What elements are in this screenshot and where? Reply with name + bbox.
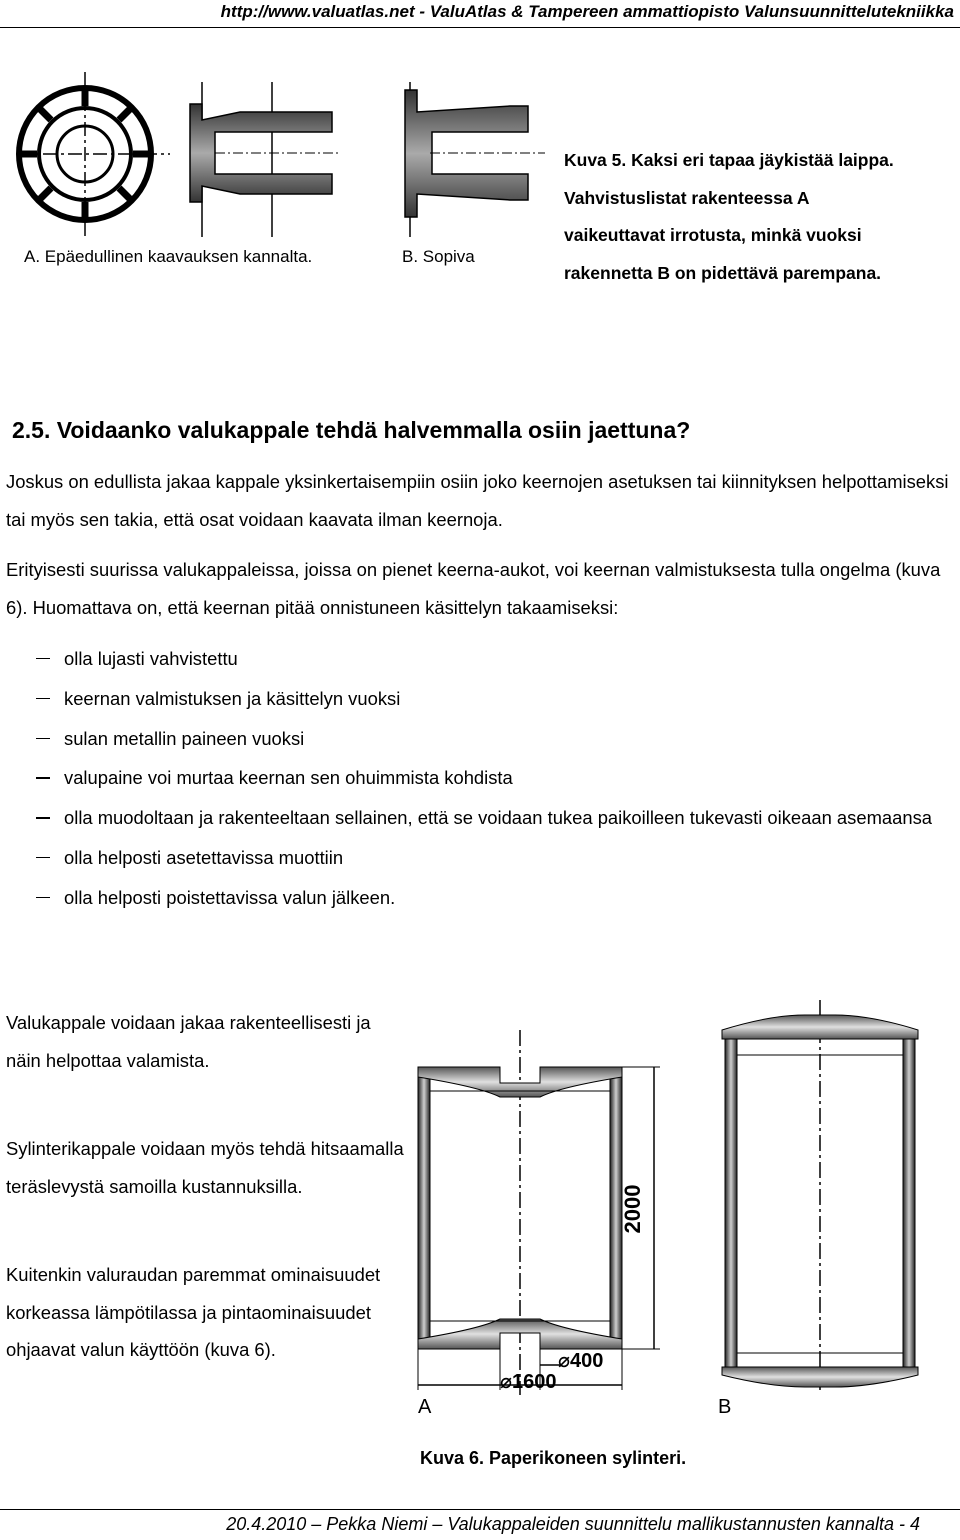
list-item: valupaine voi murtaa keernan sen ohuimmista kohdista [36, 759, 936, 797]
figure-5-label-b: B. Sopiva [402, 247, 475, 266]
figure-6-caption: Kuva 6. Paperikoneen sylinteri. [420, 1448, 687, 1468]
figure-5-flange-drawing [10, 62, 550, 282]
dash-bullet [36, 738, 50, 739]
paragraph-1: Joskus on edullista jakaa kappale yksinkertaisempiin osiin joko keernojen asetuksen tai kiinnityksen helpottamiseksi tai myös sen takia, että osat voidaan kaavata ilman keernoja. [6, 471, 949, 530]
dimension-height: 2000 [620, 1184, 645, 1234]
dash-bullet [36, 857, 50, 858]
figure-6-cylinder-drawing [410, 995, 960, 1425]
cylinder-b [718, 1000, 918, 1418]
figure-5-label-a: A. Epäedullinen kaavauksen kannalta. [24, 247, 313, 266]
flange-b-section [405, 82, 545, 237]
dash-bullet [36, 897, 50, 898]
section-heading: 2.5. Voidaanko valukappale tehdä halvemmalla osiin jaettuna? [12, 417, 691, 443]
list-item: sulan metallin paineen vuoksi [36, 720, 936, 758]
requirements-list [36, 640, 936, 919]
paragraph-2: Erityisesti suurissa valukappaleissa, joissa on pienet keerna-aukot, voi keernan valmistuksesta tulla ongelma (kuva 6). Huomattava on, että keernan pitää onnistuneen käsittelyn takaamiseksi: [6, 559, 941, 618]
list-item: olla muodoltaan ja rakenteeltaan sellainen, että se voidaan tukea paikoilleen tukevasti oikeaan asemaansa [36, 799, 936, 837]
caption-line: vaikeuttavat irrotusta, minkä vuoksi [564, 225, 862, 246]
list-item: olla lujasti vahvistettu [36, 640, 936, 678]
caption-line: Kuva 5. Kaksi eri tapaa jäykistää laippa. [564, 150, 894, 170]
list-item: olla helposti asetettavissa muottiin [36, 839, 936, 877]
page-header: http://www.valuatlas.net - ValuAtlas & Tampereen ammattiopisto Valunsuunnittelutekniikka [220, 2, 954, 21]
flange-a-section [190, 82, 340, 237]
dash-bullet [36, 698, 50, 699]
dash-bullet [36, 817, 50, 818]
figure-6-label-a: A [418, 1396, 432, 1418]
left-paragraph-3: Kuitenkin valuraudan paremmat ominaisuudet korkeassa lämpötilassa ja pintaominaisuudet ohjaavat valun käyttöön (kuva 6). [6, 1264, 381, 1361]
left-paragraph-1: Valukappale voidaan jakaa rakenteellisesti ja näin helpottaa valamista. [6, 1012, 371, 1071]
footer-divider [0, 1509, 960, 1510]
page-footer: 20.4.2010 – Pekka Niemi – Valukappaleiden suunnittelu mallikustannusten kannalta - 4 [226, 1514, 920, 1534]
figure-6-label-b: B [718, 1396, 732, 1418]
list-item: olla helposti poistettavissa valun jälkeen. [36, 879, 936, 917]
figure-5-caption [564, 142, 954, 292]
dimension-inner-diameter: ⌀400 [558, 1350, 604, 1372]
flange-a-front-view [17, 72, 170, 237]
left-paragraph-2: Sylinterikappale voidaan myös tehdä hitsaamalla teräslevystä samoilla kustannuksilla. [6, 1138, 404, 1197]
dimension-outer-diameter: ⌀1600 [500, 1371, 557, 1393]
dash-bullet [36, 777, 50, 778]
header-divider [0, 27, 960, 28]
caption-line: rakennetta B on pidettävä parempana. [564, 262, 882, 283]
caption-line: Vahvistuslistat rakenteessa A [564, 187, 810, 208]
cylinder-a [418, 1030, 660, 1418]
list-item: keernan valmistuksen ja käsittelyn vuoksi [36, 680, 936, 718]
dash-bullet [36, 658, 50, 659]
